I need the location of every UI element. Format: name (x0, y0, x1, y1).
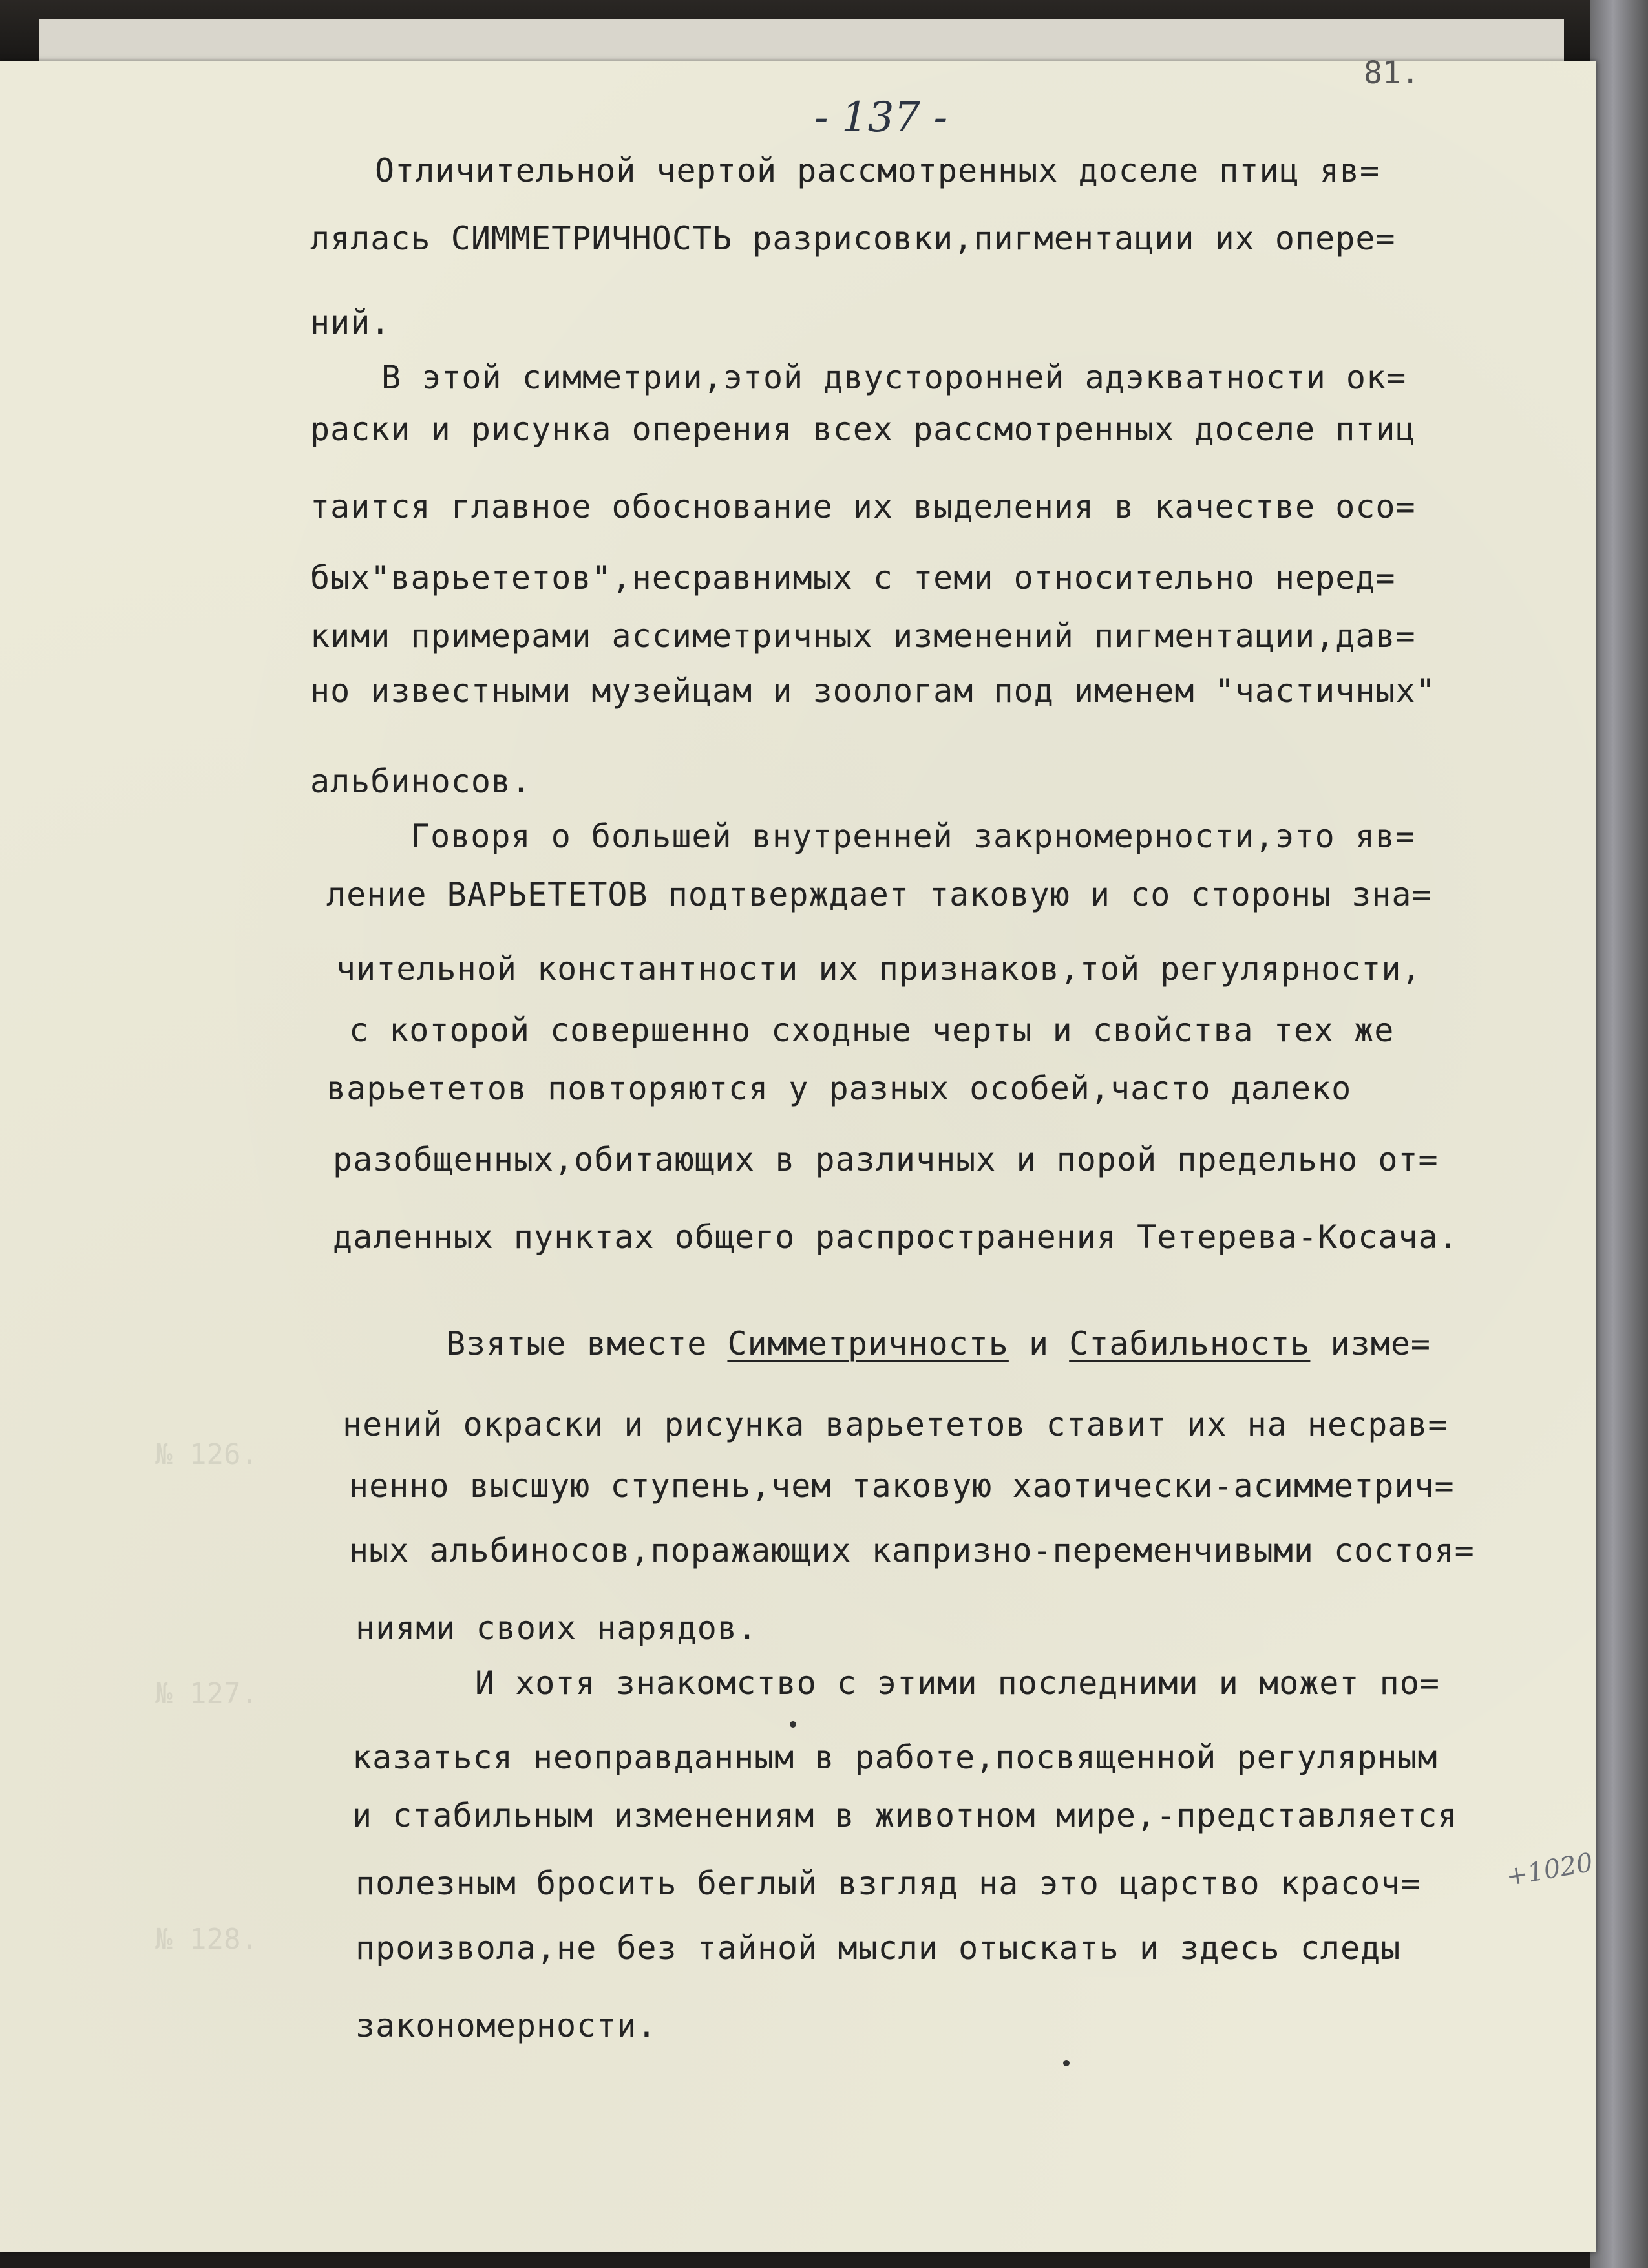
text-line: ление ВАРЬЕТЕТОВ подтверждает таковую и со стороны зна= (326, 876, 1432, 913)
ink-dot (790, 1721, 796, 1728)
bleed-margin-mark: № 128. (155, 1923, 258, 1956)
text-fragment: и (1008, 1325, 1070, 1362)
text-line: закономерности. (355, 2007, 657, 2044)
text-line: альбиносов. (310, 763, 532, 800)
text-line: Отличительной чертой рассмотренных доселе птиц яв= (375, 152, 1380, 189)
text-line: В этой симметрии,этой двусторонней адэкватности ок= (381, 359, 1407, 396)
text-line: ниями своих нарядов. (355, 1609, 758, 1647)
text-line: даленных пунктах общего распространения Тетерева-Косача. (333, 1218, 1459, 1256)
text-line: таится главное обоснование их выделения в качестве осо= (310, 488, 1416, 525)
text-line: ний. (310, 304, 391, 341)
pencil-annotation: +1020 (1504, 1847, 1596, 1892)
text-line: ных альбиносов,поражающих капризно-переменчивыми состоя= (349, 1532, 1475, 1569)
text-line: бых"варьететов",несравнимых с теми относительно неред= (310, 559, 1396, 597)
text-line: произвола,не без тайной мысли отыскать и здесь следы (355, 1929, 1401, 1967)
text-line: нений окраски и рисунка варьететов ставит их на несрав= (343, 1406, 1448, 1443)
text-line: раски и рисунка оперения всех рассмотренных доселе птиц (310, 410, 1416, 448)
ink-dot (1063, 2060, 1070, 2066)
text-line: варьететов повторяются у разных особей,часто далеко (326, 1070, 1352, 1107)
typed-text-body (0, 61, 1596, 2252)
text-line: лялась СИММЕТРИЧНОСТЬ разрисовки,пигментации их опере= (310, 220, 1396, 257)
text-line: Говоря о большей внутренней закрномерности,это яв= (410, 818, 1416, 855)
bleed-margin-mark: № 126. (155, 1438, 258, 1471)
text-line: полезным бросить беглый взгляд на это царство красоч= (355, 1865, 1421, 1902)
text-fragment: изме= (1310, 1325, 1431, 1362)
text-line: но известными музейцам и зоологам под именем "частичных" (310, 672, 1436, 710)
scan-background-right (1590, 0, 1648, 2268)
text-line: и стабильным изменениям в животном мире,-представляется (352, 1797, 1458, 1834)
text-line: с которой совершенно сходные черты и свойства тех же (349, 1012, 1395, 1049)
archive-page-number: 81. (1364, 55, 1420, 91)
text-fragment: Взятые вместе (446, 1325, 728, 1362)
bleed-margin-mark: № 127. (155, 1677, 258, 1710)
underlined-term: Симметричность (727, 1325, 1009, 1362)
text-line: чительной константности их признаков,той регулярности, (336, 950, 1422, 988)
underlined-term: Стабильность (1069, 1325, 1311, 1362)
text-line: кими примерами ассиметричных изменений пигментации,дав= (310, 617, 1416, 655)
document-page (0, 55, 1596, 2252)
text-line (446, 1325, 1431, 1362)
text-line: ненно высшую ступень,чем таковую хаотически-асимметрич= (349, 1467, 1455, 1505)
text-line: И хотя знакомство с этими последними и может по= (475, 1664, 1440, 1702)
page-number-handwritten: - 137 - (814, 94, 948, 142)
text-line: казаться неоправданным в работе,посвященной регулярным (352, 1739, 1438, 1776)
text-line: разобщенных,обитающих в различных и порой предельно от= (333, 1141, 1439, 1178)
